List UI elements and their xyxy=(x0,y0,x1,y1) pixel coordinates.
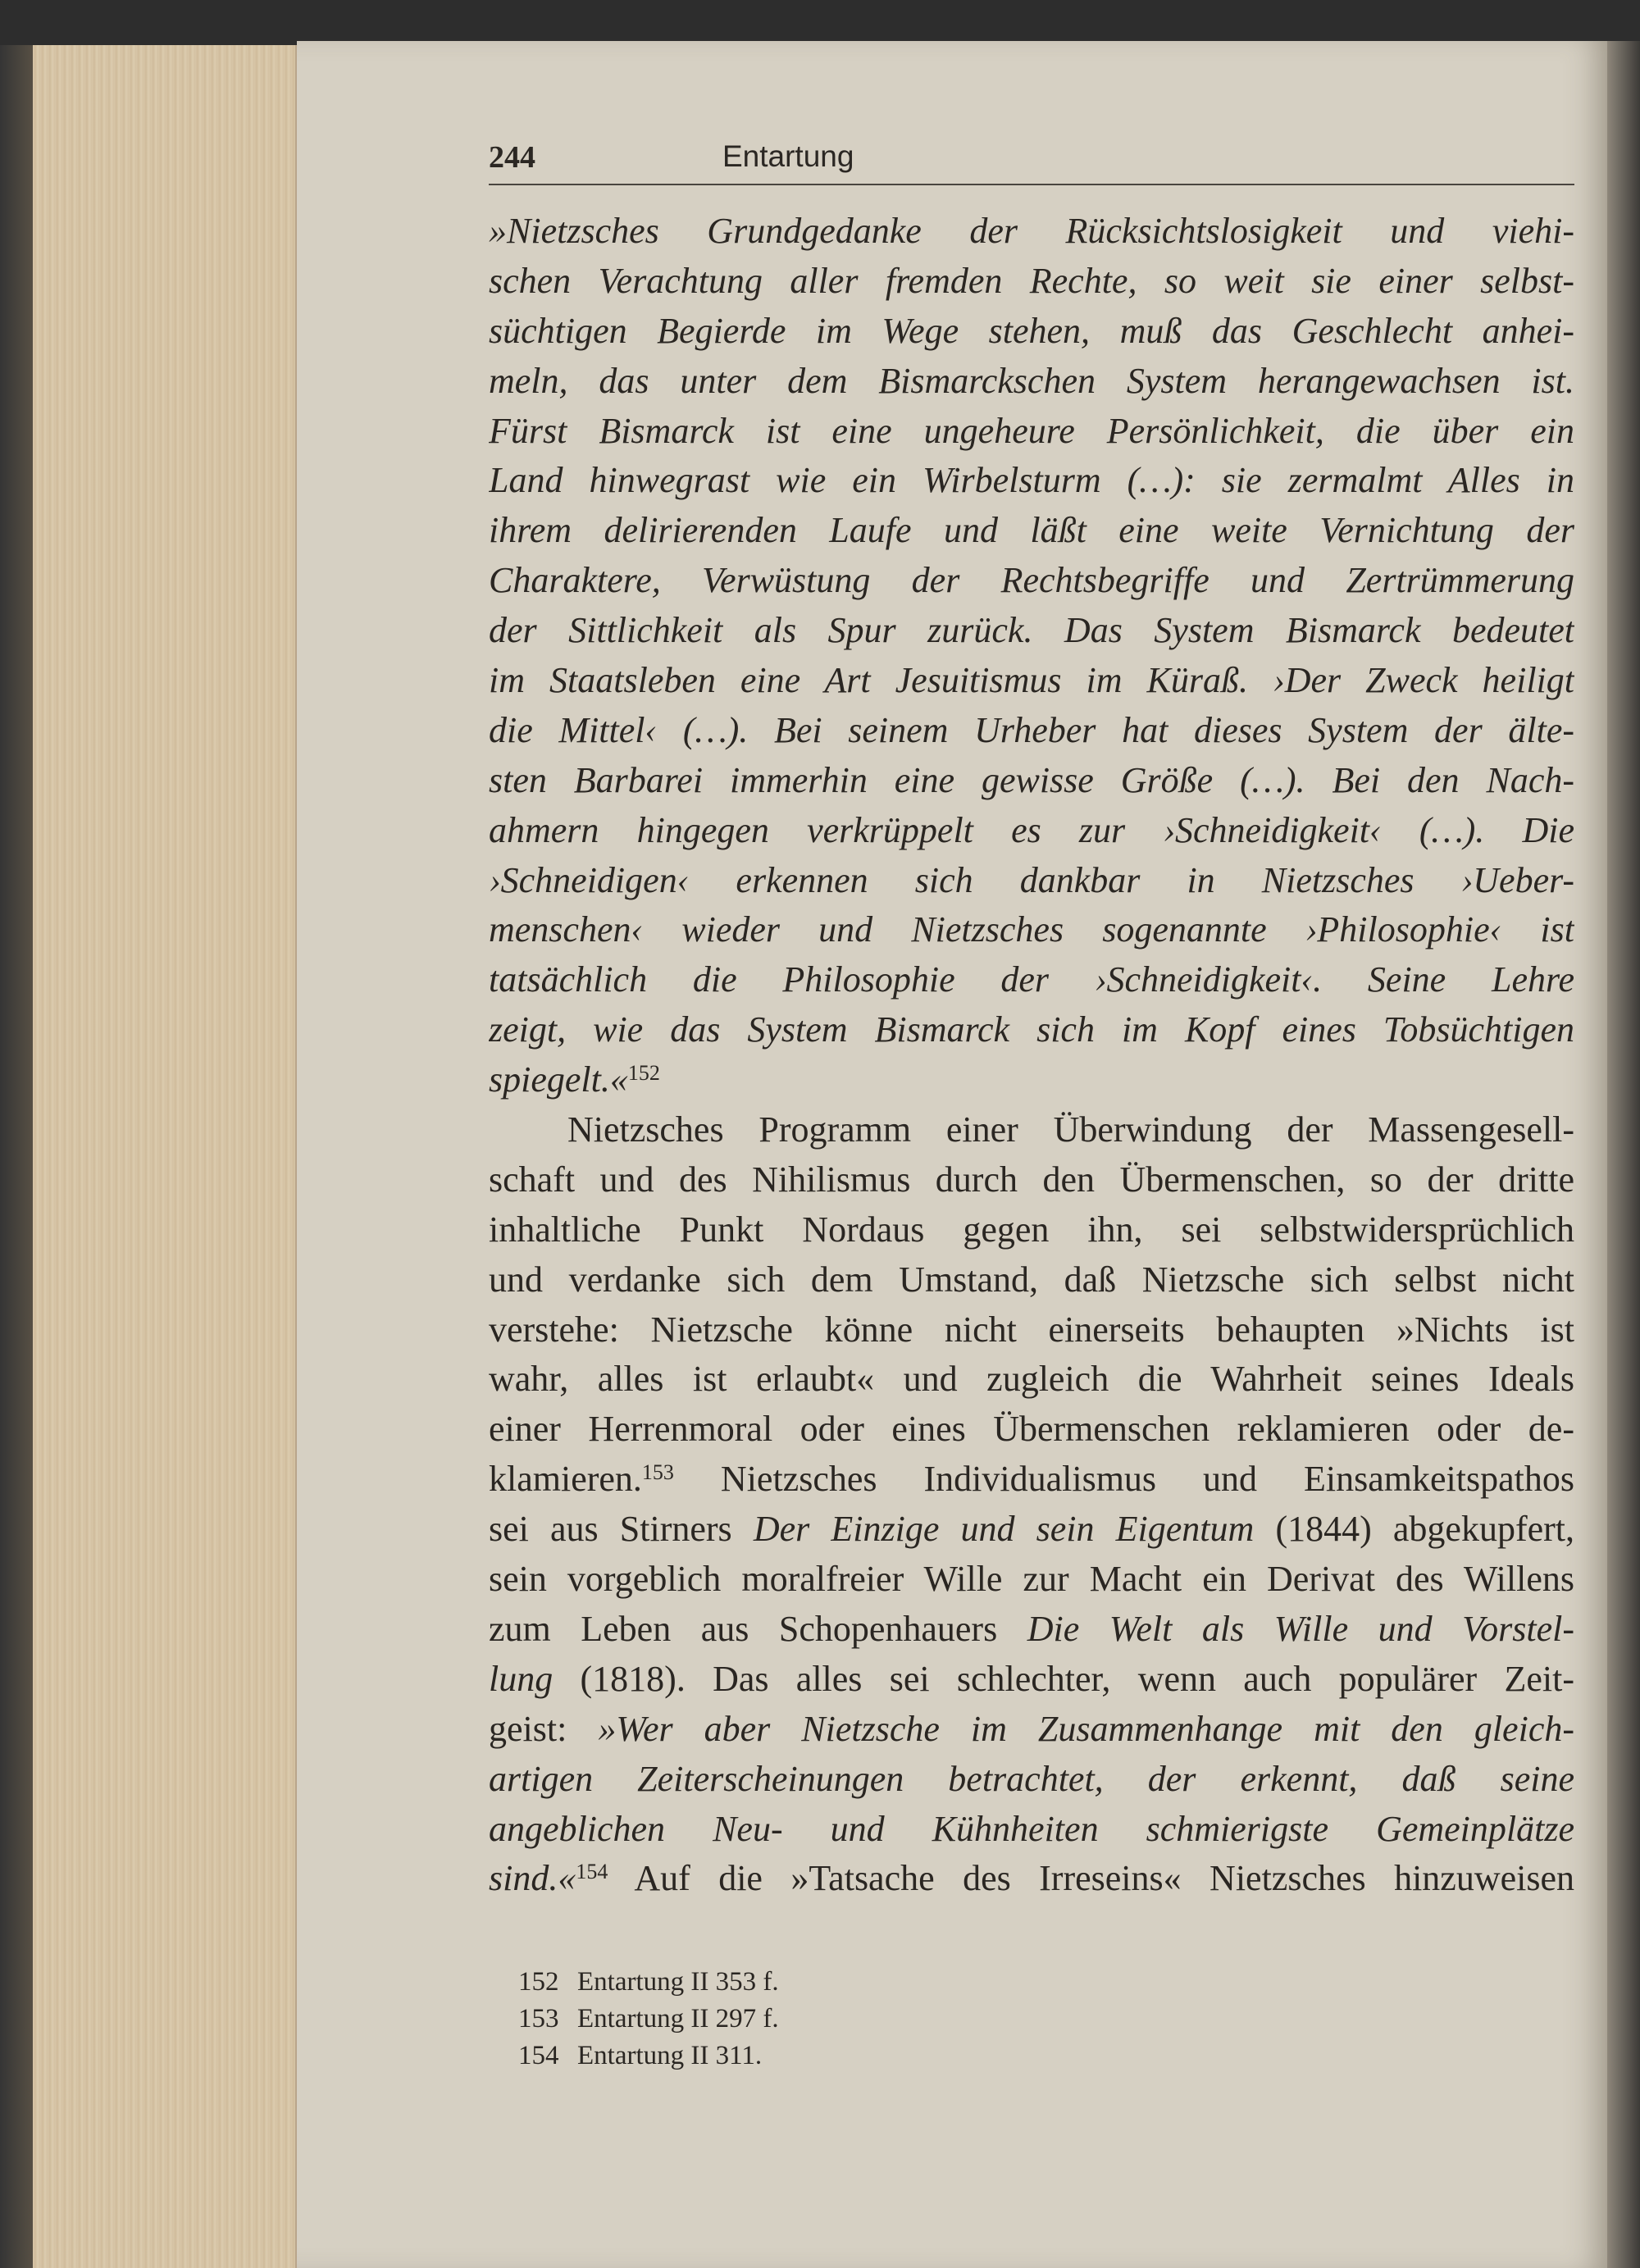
text-line: schaft und des Nihilismus durch den Übermenschen, so der dritte xyxy=(489,1159,1574,1200)
text-line: schen Verachtung aller fremden Rechte, so weit sie einer selbst- xyxy=(489,260,1574,301)
quote: »Wer aber Nietzsche im Zusammenhange mit den gleich- xyxy=(598,1708,1574,1749)
text-line: einer Herrenmoral oder eines Übermenschen reklamieren oder de- xyxy=(489,1409,1574,1450)
footnote-number: 153 xyxy=(518,2004,559,2033)
text-segment: Auf die »Tatsache des Irreseins« Nietzsches hinzuweisen xyxy=(608,1858,1574,1899)
footnote-ref-154: 154 xyxy=(576,1860,608,1884)
footnote-ref-152: 152 xyxy=(627,1061,660,1086)
text-line xyxy=(489,1055,1574,1105)
quote-end: spiegelt.« xyxy=(489,1059,628,1100)
footnote xyxy=(518,2001,1256,2038)
text-line: Charaktere, Verwüstung der Rechtsbegriffe und Zertrümmerung xyxy=(489,560,1574,601)
quote-end: sind.« xyxy=(489,1858,576,1899)
text-line: meln, das unter dem Bismarckschen System herangewachsen ist. xyxy=(489,360,1574,401)
text-segment: klamieren. xyxy=(489,1459,642,1500)
book-title: Der Einzige und sein Eigentum xyxy=(753,1509,1255,1550)
text-line: wahr, alles ist erlaubt« und zugleich die Wahrheit seines Ideals xyxy=(489,1359,1574,1400)
text-line xyxy=(489,1655,1574,1705)
text-line: sein vorgeblich moralfreier Wille zur Macht ein Derivat des Willens xyxy=(489,1559,1574,1600)
text-line xyxy=(489,1505,1574,1555)
text-line: im Staatsleben eine Art Jesuitismus im Küraß. ›Der Zweck heiligt xyxy=(489,660,1574,701)
text-line xyxy=(489,1455,1574,1505)
book-title: Die Welt als Wille und Vorstel- xyxy=(1027,1608,1574,1649)
footnote-text: Entartung II 297 f. xyxy=(577,2004,779,2033)
footnote-number: 154 xyxy=(518,2041,559,2070)
text-line: sten Barbarei immerhin eine gewisse Größe (…). Bei den Nach- xyxy=(489,759,1574,800)
page-header xyxy=(489,138,1574,185)
text-line: inhaltliche Punkt Nordaus gegen ihn, sei selbstwidersprüchlich xyxy=(489,1209,1574,1250)
footnotes xyxy=(518,1964,1256,2074)
book-spine-shadow xyxy=(0,45,36,2268)
text-line: artigen Zeiterscheinungen betrachtet, der erkennt, daß seine xyxy=(489,1758,1574,1799)
text-segment: zum Leben aus Schopenhauers xyxy=(489,1608,1027,1649)
text-line: menschen‹ wieder und Nietzsches sogenannte ›Philosophie‹ ist xyxy=(489,909,1574,950)
footnote xyxy=(518,1964,1256,2001)
footnote-ref-153: 153 xyxy=(641,1460,674,1485)
footnote-number: 152 xyxy=(518,1967,559,1997)
running-head: Entartung xyxy=(722,139,854,173)
text-line: zeigt, wie das System Bismarck sich im Kopf eines Tobsüchtigen xyxy=(489,1009,1574,1050)
text-line: angeblichen Neu- und Kühnheiten schmierigste Gemeinplätze xyxy=(489,1808,1574,1849)
text-line: Fürst Bismarck ist eine ungeheure Persönlichkeit, die über ein xyxy=(489,410,1574,451)
text-segment: sei aus Stirners xyxy=(489,1509,754,1550)
text-line: die Mittel‹ (…). Bei seinem Urheber hat dieses System der älte- xyxy=(489,709,1574,750)
footnote-text: Entartung II 311. xyxy=(577,2041,763,2070)
body-text xyxy=(489,207,1574,1904)
page-number: 244 xyxy=(489,140,535,175)
text-line: Nietzsches Programm einer Überwindung der Massengesell- xyxy=(567,1109,1574,1150)
text-line xyxy=(489,1854,1574,1904)
text-line: ›Schneidigen‹ erkennen sich dankbar in Nietzsches ›Ueber- xyxy=(489,859,1574,900)
page-right-shadow xyxy=(1607,41,1640,2268)
text-line xyxy=(489,1705,1574,1755)
text-line: »Nietzsches Grundgedanke der Rücksichtslosigkeit und viehi- xyxy=(489,211,1574,251)
text-line: tatsächlich die Philosophie der ›Schneidigkeit‹. Seine Lehre xyxy=(489,959,1574,1000)
text-line: süchtigen Begierde im Wege stehen, muß das Geschlecht anhei- xyxy=(489,310,1574,351)
text-line: verstehe: Nietzsche könne nicht einerseits behaupten »Nichts ist xyxy=(489,1309,1574,1350)
book-title: lung xyxy=(489,1658,554,1699)
text-segment: (1844) abgekupfert, xyxy=(1254,1509,1574,1550)
text-line: ahmern hingegen verkrüppelt es zur ›Schneidigkeit‹ (…). Die xyxy=(489,809,1574,850)
book-page-edges xyxy=(33,45,297,2268)
text-line xyxy=(489,1605,1574,1655)
text-line: ihrem delirierenden Laufe und läßt eine weite Vernichtung der xyxy=(489,510,1574,551)
footnote-text: Entartung II 353 f. xyxy=(577,1967,779,1997)
text-line: und verdanke sich dem Umstand, daß Nietzsche sich selbst nicht xyxy=(489,1259,1574,1300)
text-segment: geist: xyxy=(489,1708,599,1749)
footnote xyxy=(518,2038,1256,2074)
text-line: Land hinwegrast wie ein Wirbelsturm (…): sie zermalmt Alles in xyxy=(489,460,1574,501)
text-segment: (1818). Das alles sei schlechter, wenn auch populärer Zeit- xyxy=(553,1658,1574,1699)
text-line: der Sittlichkeit als Spur zurück. Das System Bismarck bedeutet xyxy=(489,610,1574,651)
text-segment: Nietzsches Individualismus und Einsamkeitspathos xyxy=(673,1459,1574,1500)
